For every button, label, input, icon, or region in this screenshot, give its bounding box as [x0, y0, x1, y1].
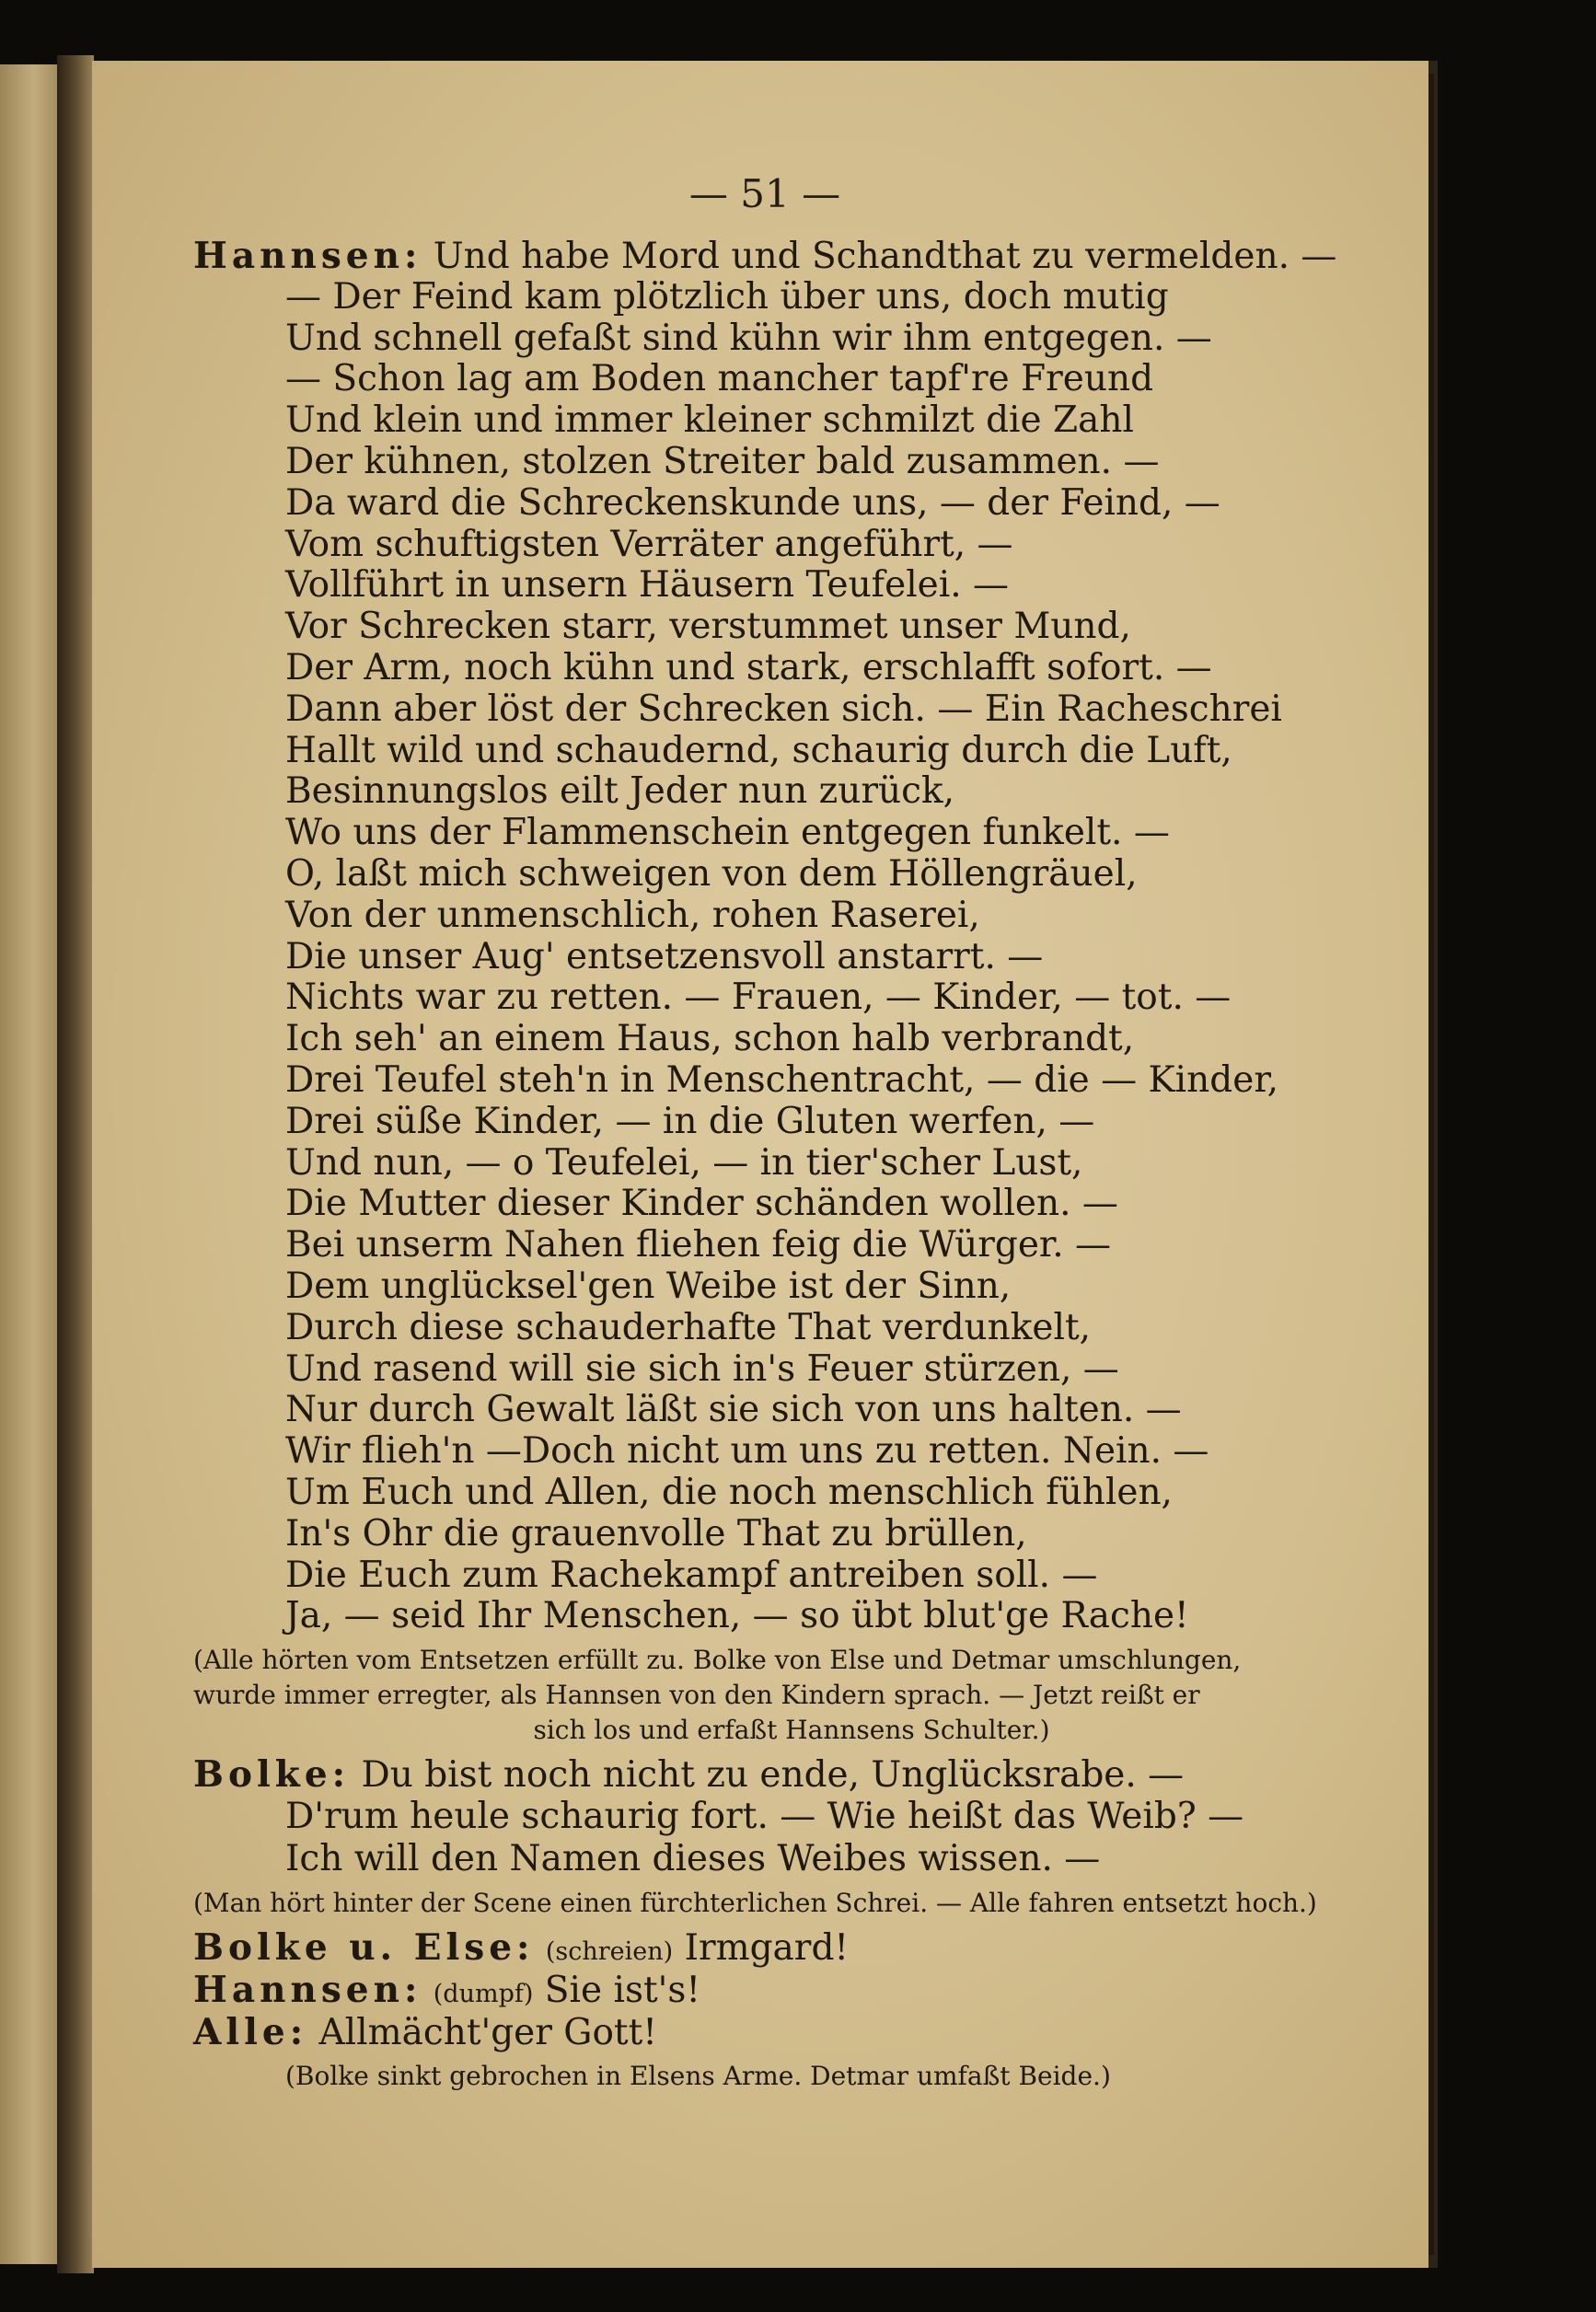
stage-direction-line: wurde immer erregter, als Hannsen von den Kindern sprach. — Jetzt reißt er	[193, 1680, 1200, 1711]
dialogue-line: Der Arm, noch kühn und stark, erschlafft sofort. —	[285, 646, 1212, 688]
speaker-name: Alle:	[193, 2011, 308, 2054]
dialogue-line: Und nun, — o Teufelei, — in tier'scher Lust,	[285, 1141, 1083, 1184]
stage-note: (dumpf)	[433, 1980, 534, 2009]
dialogue-line: Nur durch Gewalt läßt sie sich von uns halten. —	[285, 1389, 1182, 1431]
speaker-name: Bolke u. Else:	[193, 1926, 535, 1970]
dialogue-line: — Der Feind kam plötzlich über uns, doch mutig	[285, 275, 1169, 318]
dialogue-line: O, laßt mich schweigen von dem Höllengräuel,	[285, 852, 1138, 895]
dialogue-line: Hannsen: Und habe Mord und Schandthat zu vermelden. —	[193, 235, 1337, 277]
dialogue-line: Und rasend will sie sich in's Feuer stürzen, —	[285, 1347, 1119, 1390]
dialogue-line: Von der unmenschlich, rohen Raserei,	[285, 894, 980, 936]
dialogue-line: Der kühnen, stolzen Streiter bald zusammen. —	[285, 440, 1160, 482]
stage-direction-line: sich los und erfaßt Hannsens Schulter.)	[533, 1715, 1050, 1746]
dialogue-line: Vom schuftigsten Verräter angeführt, —	[285, 523, 1013, 565]
dialogue-line: Ja, — seid Ihr Menschen, — so übt blut'ge Rache!	[285, 1595, 1189, 1637]
dialogue-line: Vollführt in unsern Häusern Teufelei. —	[285, 564, 1010, 607]
dialogue-line: Hannsen: (dumpf) Sie ist's!	[193, 1969, 701, 2012]
dialogue-line: Drei Teufel steh'n in Menschentracht, — die — Kinder,	[285, 1058, 1279, 1101]
dialogue-line: Bolke: Du bist noch nicht zu ende, Unglücksrabe. —	[193, 1753, 1185, 1797]
dialogue-line: Die Mutter dieser Kinder schänden wollen. —	[285, 1183, 1118, 1225]
stage-direction-line: (Man hört hinter der Scene einen fürchterlichen Schrei. — Alle fahren entsetzt hoch.)	[193, 1888, 1317, 1919]
dialogue-line: Wir flieh'n —Doch nicht um uns zu retten. Nein. —	[285, 1430, 1209, 1473]
dialogue-line: In's Ohr die grauenvolle That zu brüllen,	[285, 1512, 1027, 1555]
dialogue-line: Da ward die Schreckenskunde uns, — der Feind, —	[285, 481, 1220, 524]
dialogue-line: Die Euch zum Rachekampf antreiben soll. —	[285, 1554, 1098, 1596]
dialogue-line: D'rum heule schaurig fort. — Wie heißt das Weib? —	[285, 1796, 1244, 1838]
dialogue-line: Bolke u. Else: (schreien) Irmgard!	[193, 1926, 850, 1970]
dialogue-line: Nichts war zu retten. — Frauen, — Kinder, — tot. —	[285, 977, 1232, 1019]
book-page	[92, 61, 1438, 2268]
dialogue-line: Und klein und immer kleiner schmilzt die Zahl	[285, 399, 1134, 442]
stage-note: (schreien)	[545, 1937, 674, 1967]
dialogue-line: Die unser Aug' entsetzensvoll anstarrt. —	[285, 935, 1044, 977]
speaker-name: Bolke:	[193, 1753, 351, 1797]
speaker-name: Hannsen:	[193, 235, 422, 277]
dialogue-line: Dann aber löst der Schrecken sich. — Ein Racheschrei	[285, 688, 1282, 730]
stage-direction-line: (Alle hörten vom Entsetzen erfüllt zu. Bolke von Else und Detmar umschlungen,	[193, 1645, 1242, 1676]
dialogue-line: Alle: Allmächt'ger Gott!	[193, 2011, 657, 2054]
page-number: — 51 —	[688, 171, 841, 216]
dialogue-line: Wo uns der Flammenschein entgegen funkelt. —	[285, 812, 1170, 854]
play-text	[193, 236, 1390, 2094]
dialogue-line: Und schnell gefaßt sind kühn wir ihm entgegen. —	[285, 317, 1212, 359]
dialogue-line: Besinnungslos eilt Jeder nun zurück,	[285, 770, 954, 813]
page-edge-shadow	[1428, 74, 1434, 2255]
dialogue-line: Um Euch und Allen, die noch menschlich fühlen,	[285, 1471, 1173, 1513]
dialogue-line: Bei unserm Nahen fliehen feig die Würger. —	[285, 1224, 1112, 1266]
speaker-name: Hannsen:	[193, 1969, 422, 2012]
dialogue-line: Vor Schrecken starr, verstummet unser Mund,	[285, 606, 1131, 648]
book-gutter	[57, 55, 94, 2273]
dialogue-line: Dem unglücksel'gen Weibe ist der Sinn,	[285, 1265, 1012, 1307]
stage-direction-line: (Bolke sinkt gebrochen in Elsens Arme. Detmar umfaßt Beide.)	[285, 2061, 1111, 2092]
dialogue-line: Drei süße Kinder, — in die Gluten werfen, —	[285, 1100, 1095, 1142]
dialogue-line: — Schon lag am Boden mancher tapf're Freund	[285, 358, 1154, 400]
dialogue-line: Durch diese schauderhafte That verdunkelt,	[285, 1306, 1092, 1348]
dialogue-line: Ich will den Namen dieses Weibes wissen. —	[285, 1838, 1101, 1880]
dialogue-line: Ich seh' an einem Haus, schon halb verbrandt,	[285, 1018, 1135, 1060]
facing-page-edge	[0, 64, 59, 2264]
dialogue-line: Hallt wild und schaudernd, schaurig durch die Luft,	[285, 729, 1232, 771]
